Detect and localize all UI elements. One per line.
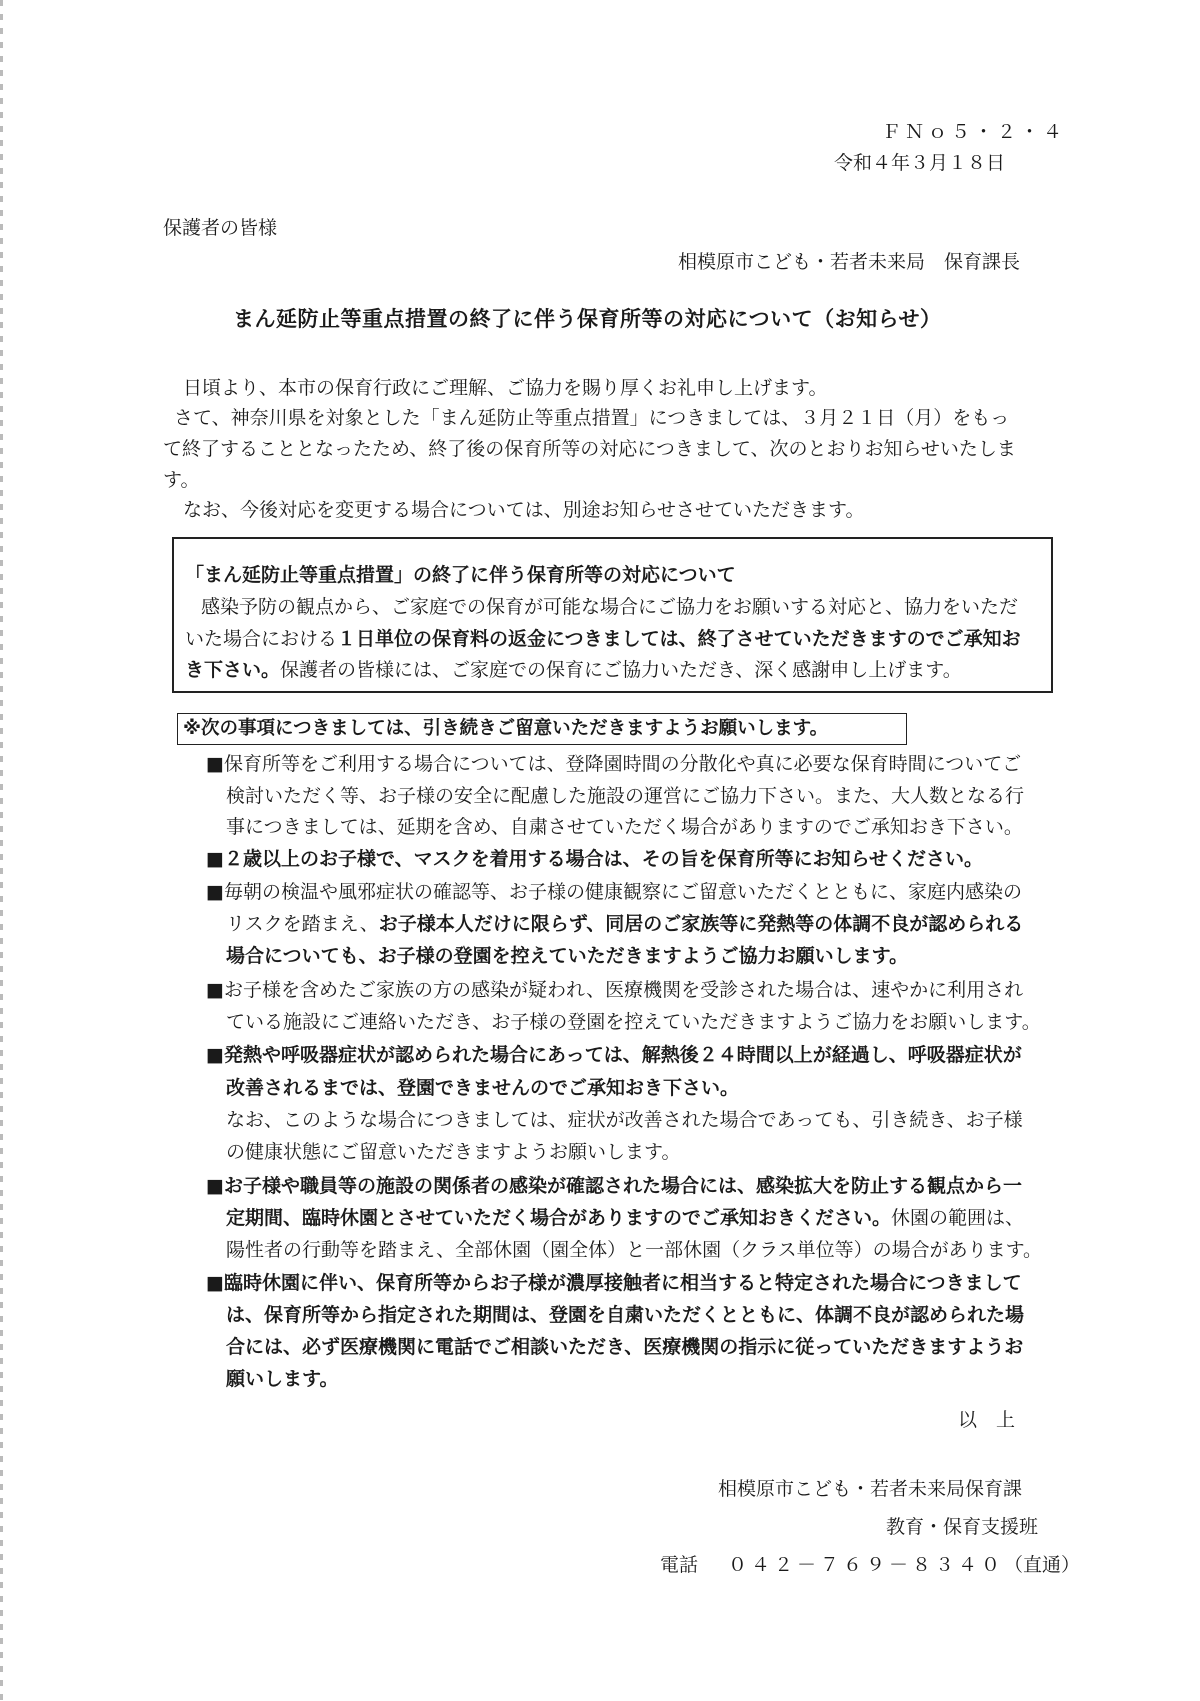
item-6-line-2: 定期間、臨時休園とさせていただく場合がありますのでご承知おきください。休園の範囲は、 [226,1207,1025,1229]
item-4-line-1: ■お子様を含めたご家族の方の感染が疑われ、医療機関を受診された場合は、速やかに利用され [206,979,1024,1001]
item-7-line-1: ■臨時休園に伴い、保育所等からお子様が濃厚接触者に相当すると特定された場合につきまして [206,1272,1022,1294]
item-1-line-2: 検討いただく等、お子様の安全に配慮した施設の運営にご協力下さい。また、大人数となる行 [226,785,1025,807]
intro-line-3: て終了することとなったため、終了後の保育所等の対応につきまして、次のとおりお知らせいたしま [163,438,1016,460]
recipient: 保護者の皆様 [163,217,278,239]
closing: 以 上 [958,1409,1016,1431]
item-7-line-2: は、保育所等から指定された期間は、登園を自粛いただくとともに、体調不良が認められた場 [226,1304,1025,1326]
page-title: まん延防止等重点措置の終了に伴う保育所等の対応について（お知らせ） [233,307,942,331]
footer-team: 教育・保育支援班 [886,1516,1039,1538]
summary-box-line-2: いた場合における１日単位の保育料の返金につきましては、終了させていただきますのでご承知お [185,628,1021,650]
item-5-line-4: の健康状態にご留意いただきますようお願いします。 [226,1141,681,1163]
item-2-line-1: ■２歳以上のお子様で、マスクを着用する場合は、その旨を保育所等にお知らせください。 [206,848,984,870]
intro-line-5: なお、今後対応を変更する場合については、別途お知らせさせていただきます。 [183,499,865,521]
footer-department: 相模原市こども・若者未来局保育課 [718,1478,1023,1500]
summary-box-heading: 「まん延防止等重点措置」の終了に伴う保育所等の対応について [185,564,736,586]
item-5-line-3: なお、このような場合につきましては、症状が改善された場合であっても、引き続き、お子様 [226,1109,1023,1131]
item-3-line-2: リスクを踏まえ、お子様本人だけに限らず、同居のご家族等に発熱等の体調不良が認められる [226,913,1024,935]
item-5-line-1: ■発熱や呼吸器症状が認められた場合にあっては、解熱後２４時間以上が経過し、呼吸器症状が [206,1044,1022,1066]
footer-phone: 電話 ０４２－７６９－８３４０（直通） [660,1554,1081,1576]
item-4-line-2: ている施設にご連絡いただき、お子様の登園を控えていただきますようご協力をお願いします。 [226,1011,1041,1033]
intro-line-4: す。 [163,469,200,491]
item-3-line-1: ■毎朝の検温や風邪症状の確認等、お子様の健康観察にご留意いただくとともに、家庭内感染の [206,881,1022,903]
summary-box-line-3: き下さい。保護者の皆様には、ご家庭での保育にご協力いただき、深く感謝申し上げます。 [185,659,962,681]
scan-edge-artifact [0,0,3,1701]
document-date: 令和４年３月１８日 [834,152,1006,174]
item-6-line-3: 陽性者の行動等を踏まえ、全部休園（園全体）と一部休園（クラス単位等）の場合があります。 [226,1239,1043,1261]
intro-line-2: さて、神奈川県を対象とした「まん延防止等重点措置」につきましては、３月２１日（月）をもっ [174,407,1010,429]
intro-line-1: 日頃より、本市の保育行政にご理解、ご協力を賜り厚くお礼申し上げます。 [183,377,828,399]
sender: 相模原市こども・若者未来局 保育課長 [678,251,1021,273]
document-number: ＦＮｏ５・２・４ [882,121,1067,143]
item-7-line-3: 合には、必ず医療機関に電話でご相談いただき、医療機関の指示に従っていただきますようお [226,1336,1024,1358]
item-5-line-2: 改善されるまでは、登園できませんのでご承知おき下さい。 [226,1077,740,1099]
summary-box-line-1: 感染予防の観点から、ご家庭での保育が可能な場合にご協力をお願いする対応と、協力をいただ [201,596,1019,618]
item-3-line-3: 場合についても、お子様の登園を控えていただきますようご協力お願いします。 [226,945,909,967]
item-1-line-1: ■保育所等をご利用する場合については、登降園時間の分散化や真に必要な保育時間についてご [206,753,1022,775]
item-6-line-1: ■お子様や職員等の施設の関係者の感染が確認された場合には、感染拡大を防止する観点から一 [206,1175,1022,1197]
notice-heading: ※次の事項につきましては、引き続きご留意いただきますようお願いします。 [183,718,829,739]
item-7-line-4: 願いします。 [226,1368,339,1390]
item-1-line-3: 事につきましては、延期を含め、自粛させていただく場合がありますのでご承知おき下さい。 [226,816,1023,838]
